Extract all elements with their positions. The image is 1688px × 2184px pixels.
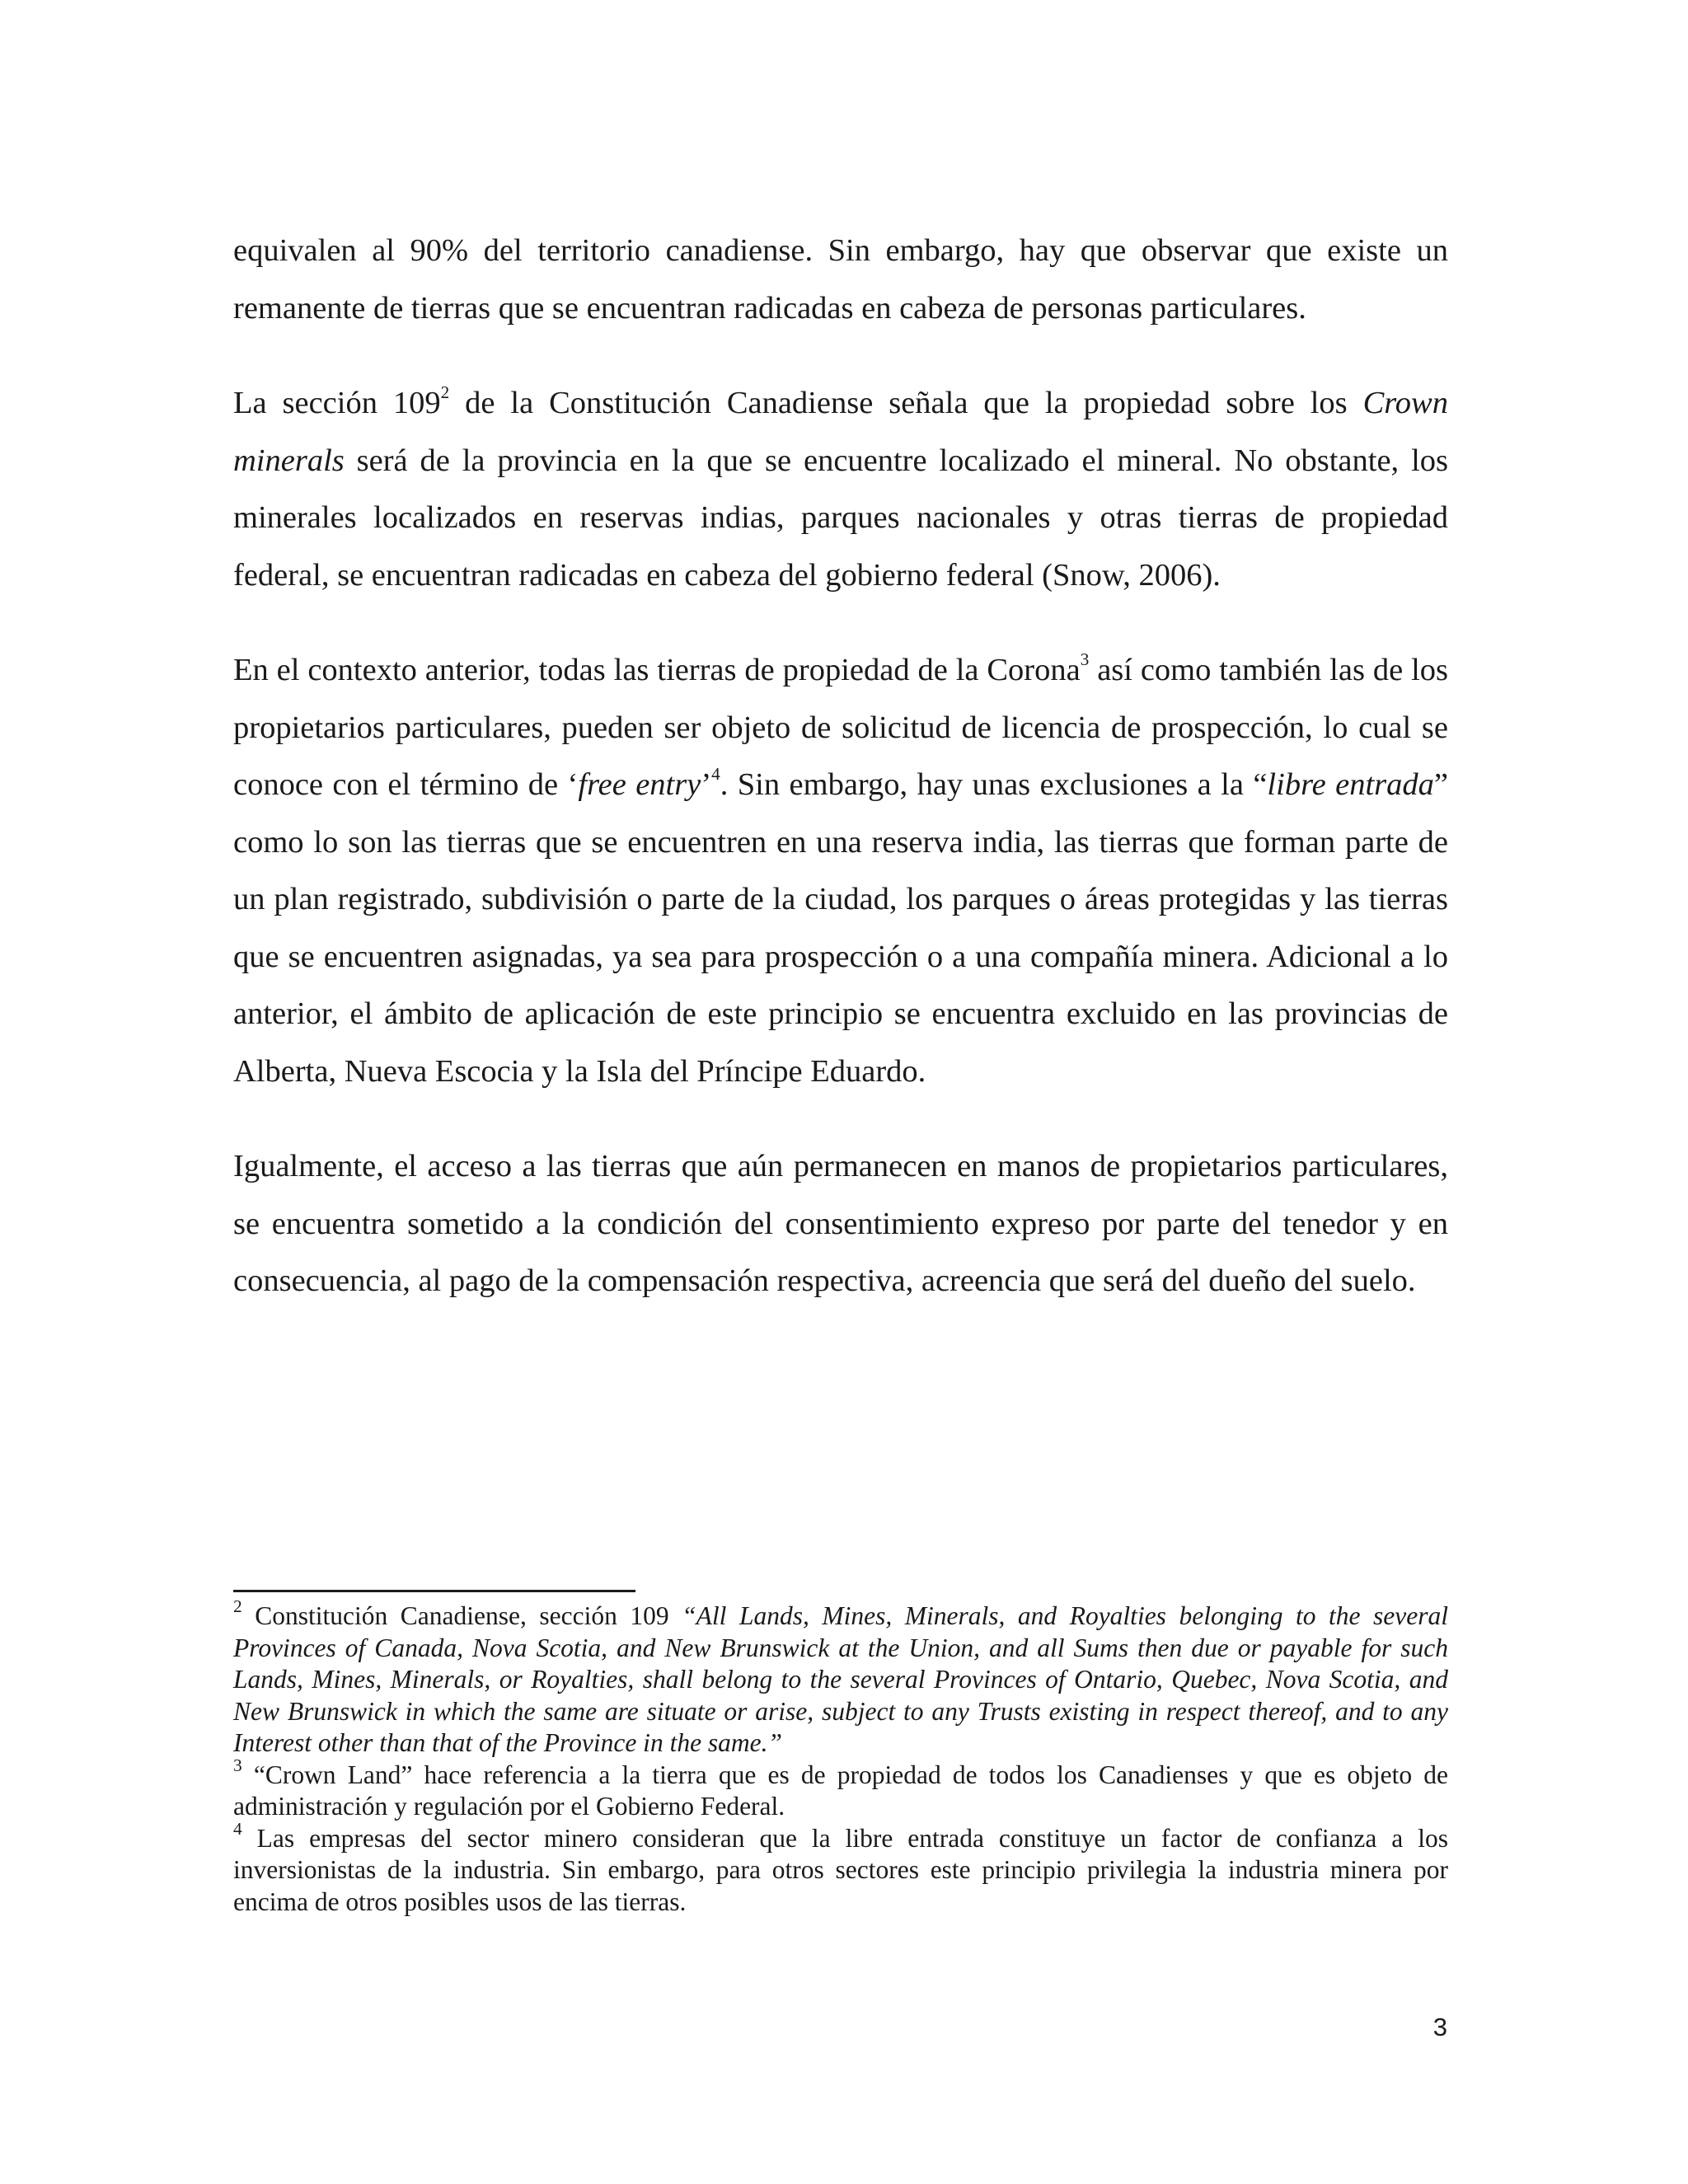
paragraph-1-text: equivalen al 90% del territorio canadiense. Sin embargo, hay que observar que existe un remanente de tierras que se encuentran radicadas en cabeza de personas particulares.: [233, 233, 1448, 326]
paragraph-3-italic-libre-entrada: libre entrada: [1267, 767, 1434, 802]
footnote-2-text: Constitución Canadiense, sección 109: [241, 1601, 682, 1630]
footnote-ref-2[interactable]: 2: [440, 382, 450, 403]
paragraph-2-text-1: La sección 109: [233, 386, 441, 420]
footnote-4-number: 4: [233, 1818, 242, 1839]
paragraph-3-italic-free-entry: free entry: [578, 767, 701, 802]
body-text: [233, 223, 1448, 1348]
paragraph-3: [233, 642, 1448, 1100]
footnote-2: [233, 1596, 1448, 1760]
paragraph-2-text-2: de la Constitución Canadiense señala que la propiedad sobre los: [449, 386, 1363, 420]
footnote-2-number: 2: [233, 1596, 242, 1617]
paragraph-2: [233, 375, 1448, 604]
footnote-3: [233, 1755, 1448, 1823]
paragraph-3-text-1: En el contexto anterior, todas las tierras de propiedad de la Corona: [233, 653, 1081, 687]
footnote-3-number: 3: [233, 1755, 242, 1775]
paragraph-2-italic-crown-minerals: Crown minerals: [233, 386, 1448, 478]
paragraph-2-text-3: será de la provincia en la que se encuentre localizado el mineral. No obstante, los minerales localizados en reservas indias, parques nacionales y otras tierras de propiedad federal, se encuentran radicadas en cabeza del gobierno federal (Snow, 2006).: [233, 443, 1448, 593]
footnote-2-quote: “All Lands, Mines, Minerals, and Royalties belonging to the several Provinces of Canada, Nova Scotia, and New Brunswick at the Union, and all Sums then due or payable for such Lands, Mines, Minerals, or Royalties, shall belong to the several Provinces of Ontario, Quebec, Nova Scotia, and New Brunswick in which the same are situate or arise, subject to any Trusts existing in respect thereof, and to any Interest other than that of the Province in the same.”: [233, 1601, 1448, 1757]
footnote-4: [233, 1818, 1448, 1919]
footnotes: [233, 1596, 1448, 1918]
paragraph-3-text-2: así como también las de los propietarios particulares, pueden ser objeto de solicitud de licencia de prospección, lo cual se conoce con el término de ‘: [233, 653, 1449, 802]
footnote-3-text: “Crown Land” hace referencia a la tierra que es de propiedad de todos los Canadienses y que es objeto de administración y regulación por el Gobierno Federal.: [233, 1760, 1448, 1821]
paragraph-3-text-3: ’: [701, 767, 712, 802]
footnote-separator: [233, 1590, 635, 1592]
paragraph-3-text-5: ” como lo son las tierras que se encuentren en una reserva india, las tierras que forman parte de un plan registrado, subdivisión o parte de la ciudad, los parques o áreas protegidas y las tierras que se encuentren asignadas, ya sea para prospección o a una compañía minera. Adicional a lo anterior, el ámbito de aplicación de este principio se encuentra excluido en las provincias de Alberta, Nueva Escocia y la Isla del Príncipe Eduardo.: [233, 767, 1448, 1089]
footnote-4-text: Las empresas del sector minero consideran que la libre entrada constituye un factor de confianza a los inversionistas de la industria. Sin embargo, para otros sectores este principio privilegia la industria minera por encima de otros posibles usos de las tierras.: [233, 1823, 1448, 1916]
footnote-ref-4[interactable]: 4: [711, 764, 720, 785]
paragraph-3-text-4: . Sin embargo, hay unas exclusiones a la “: [720, 767, 1268, 802]
paragraph-1: [233, 223, 1448, 337]
page-number: 3: [1432, 2013, 1447, 2041]
footnote-ref-3[interactable]: 3: [1080, 649, 1090, 670]
paragraph-4: [233, 1138, 1448, 1310]
paragraph-4-text: Igualmente, el acceso a las tierras que aún permanecen en manos de propietarios particulares, se encuentra sometido a la condición del consentimiento expreso por parte del tenedor y en consecuencia, al pago de la compensación respectiva, acreencia que será del dueño del suelo.: [233, 1149, 1448, 1298]
